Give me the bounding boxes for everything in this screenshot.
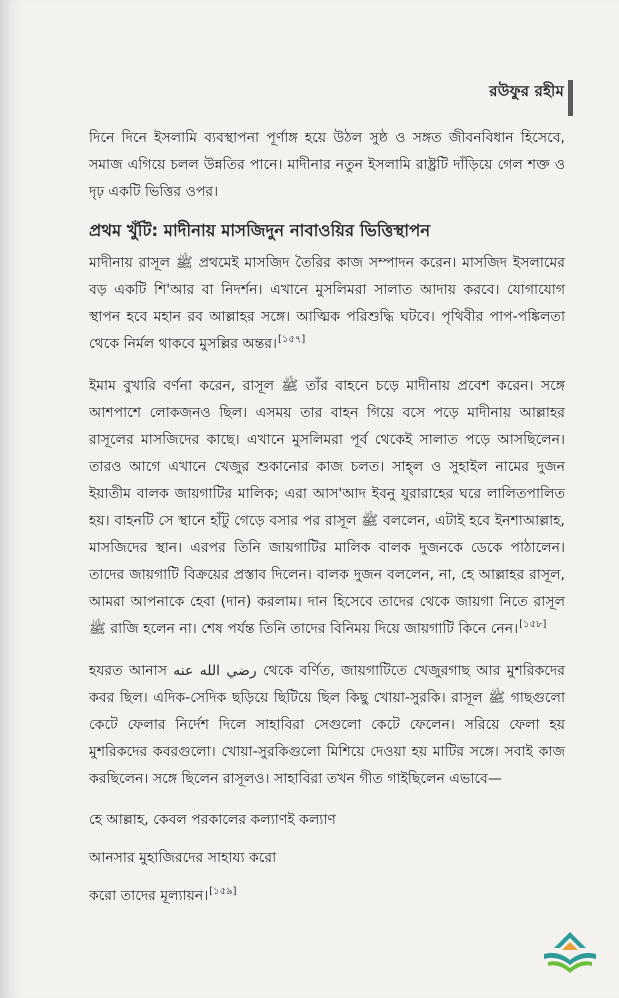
paragraph-2 [89, 373, 565, 643]
section-heading: প্রথম খুঁটি: মাদীনায় মাসজিদুন নাবাওয়ির ভিত্তিস্থাপন [89, 221, 431, 240]
header-rule-bar [568, 80, 573, 116]
paragraph-1 [89, 250, 565, 358]
footnote-ref-158[interactable]: [১৫৮] [519, 619, 547, 631]
verse-line-2: আনসার মুহাজিরদের সাহায্য করো [89, 850, 277, 866]
verse-line-3-text: করো তাদের মূল্যায়ন। [89, 888, 209, 904]
verse-line-1: হে আল্লাহ, কেবল পরকালের কল্যাণই কল্যাণ [89, 812, 336, 828]
verse-line-3 [89, 883, 565, 909]
footnote-ref-159[interactable]: [১৫৯] [209, 886, 237, 898]
verse-block [89, 807, 565, 909]
running-header-title: রউফুর রহীম [489, 82, 564, 100]
paragraph-1-text: মাদীনায় রাসূল ﷺ প্রথমেই মাসজিদ তৈরির কাজ সম্পাদন করেন। মাসজিদ ইসলামের বড় একটি শি'আর বা নিদর্শন। এখানে মুসলিমরা সালাত আদায় করবে। যোগাযোগ স্থাপন হবে মহান রব আল্লাহর সঙ্গে। আত্মিক পরিশুদ্ধি ঘটবে। পৃথিবীর পাপ-পঙ্কিলতা থেকে নির্মল থাকবে মুসল্লির অন্তর। [89, 255, 565, 352]
paragraph-2-text: ইমাম বুখারি বর্ণনা করেন, রাসূল ﷺ তাঁর বাহনে চড়ে মাদীনায় প্রবেশ করেন। সঙ্গে আশপাশে লোকজনও ছিল। এসময় তার বাহন গিয়ে বসে পড়ে মাদীনায় আল্লাহর রাসূলের মাসজিদের কাছে। এখানে মুসলিমরা পূর্ব থেকেই সালাত পড়ে আসছিলেন। তারও আগে এখানে খেজুর শুকানোর কাজ চলত। সাহ্‌ল ও সুহাইল নামের দুজন ইয়াতীম বালক জায়গাটির মালিক; এরা আস'আদ ইবনু যুরারাহের ঘরে লালিতপালিত হয়। বাহনটি সে স্থানে হাঁটু গেড়ে বসার পর রাসূল ﷺ বললেন, এটাই হবে ইনশাআল্লাহ, মাসজিদের স্থান। এরপর তিনি জায়গাটির মালিক বালক দুজনকে ডেকে পাঠালেন। তাদের জায়গাটি বিক্রয়ের প্রস্তাব দিলেন। বালক দুজন বললেন, না, হে আল্লাহর রাসূল, আমরা আপনাকে হেবা (দান) করলাম। দান হিসেবে তাদের থেকে জায়গা নিতে রাসূল ﷺ রাজি হলেন না। শেষ পর্যন্ত তিনি তাদের বিনিময় দিয়ে জায়গাটি কিনে নেন। [89, 378, 566, 637]
page-body [89, 125, 565, 909]
book-logo-icon [540, 930, 600, 976]
footnote-ref-157[interactable]: [১৫৭] [278, 334, 306, 346]
paragraph-3: হযরত আনাস رضي الله عنه থেকে বর্ণিত, জায়গাটিতে খেজুরগাছ আর মুশরিকদের কবর ছিল। এদিক-সেদিক ছড়িয়ে ছিটিয়ে ছিল কিছু খোয়া-সুরকি। রাসূল ﷺ গাছগুলো কেটে ফেলার নির্দেশ দিলে সাহাবিরা সেগুলো কেটে ফেলেন। সরিয়ে ফেলা হয় মুশরিকদের কবরগুলো। খোয়া-সুরকিগুলো মিশিয়ে দেওয়া হয় মাটির সঙ্গে। সবাই কাজ করছিলেন। সঙ্গে ছিলেন রাসূলও। সাহাবিরা তখন গীত গাইছিলেন এভাবে— [89, 663, 566, 787]
intro-paragraph: দিনে দিনে ইসলামি ব্যবস্থাপনা পূর্ণাঙ্গ হয়ে উঠল সুষ্ঠ ও সঙ্গত জীবনবিধান হিসেবে, সমাজ এগিয়ে চলল উন্নতির পানে। মাদীনার নতুন ইসলামি রাষ্ট্রটি দাঁড়িয়ে গেল শক্ত ও দৃঢ় একটি ভিত্তির ওপর। [89, 130, 565, 200]
